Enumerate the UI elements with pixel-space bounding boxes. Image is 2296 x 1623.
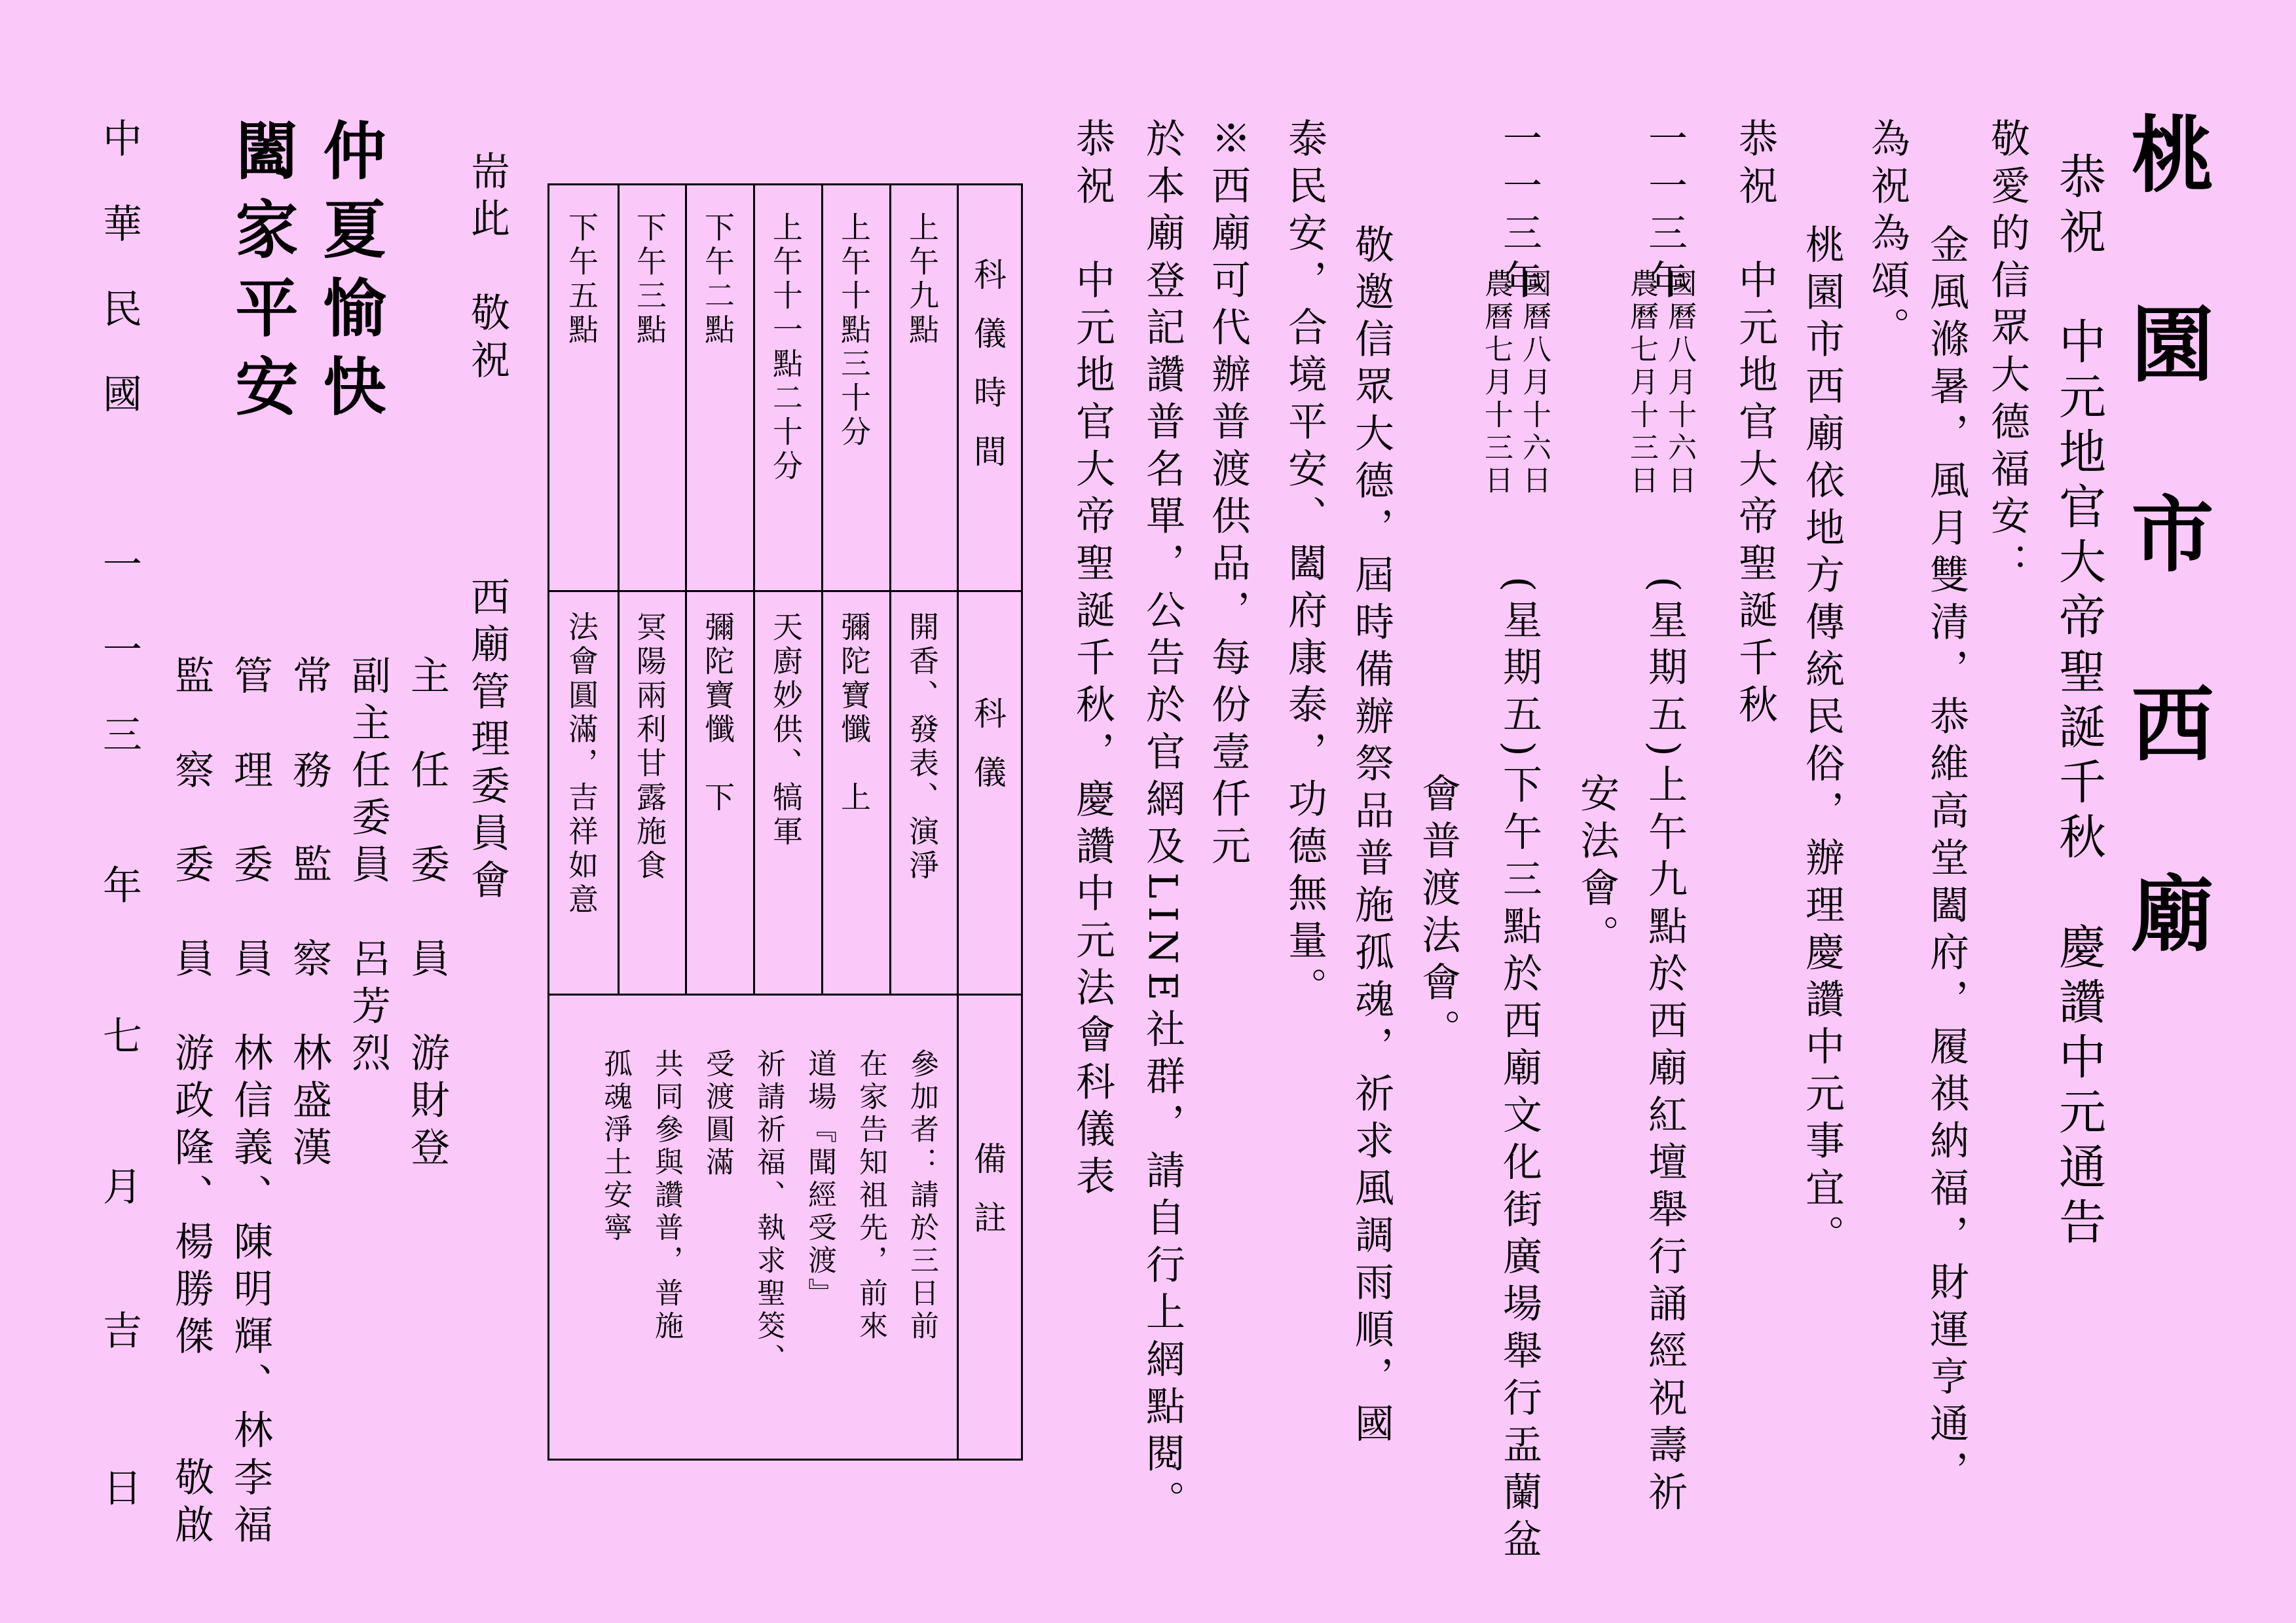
header-remarks: 備註 [969,1142,1007,1259]
blessing-summer: 仲夏愉快 [313,118,387,432]
event1-year: 一一三年 [1642,118,1688,307]
event1-continuation: 安法會。 [1574,773,1620,961]
event2-date-gregorian: 國曆八月十六日 [1517,269,1551,498]
para2-line: 桃園市西廟依地方傳統民俗，辦理慶讚中元事宜。 [1799,177,1845,1261]
ritual-cell: 冥陽兩利甘露施食 [632,611,667,884]
para1-line2: 為祝為頌。 [1864,118,1910,354]
ritual-cell: 開香、發表、演淨 [904,611,940,884]
para1-line1: 金風滌暑，風月雙清，恭維高堂闔府，履祺納福，財運亨通， [1923,177,1969,1497]
event1-date-gregorian: 國曆八月十六日 [1663,269,1696,498]
header-time: 科儀時間 [969,257,1007,493]
note-line2: 於本廟登記讚普名單，公告於官網及LINE社群，請自行上網點閱。 [1139,118,1185,1527]
ritual-cell: 彌陀寶懺 上 [836,611,872,815]
time-cell: 下午五點 [564,212,599,348]
date-char: 日 [96,1467,142,1506]
officer-line: 主 任 委 員 游財登 [404,655,450,1174]
time-cell: 下午二點 [700,212,735,348]
officer-line: 副主任委員 呂芳烈 [345,655,391,1079]
schedule-caption: 恭祝 中元地官大帝聖誕千秋，慶讚中元法會科儀表 [1069,118,1115,1203]
page-title: 桃 園 市 西 廟 [2118,111,2215,993]
officer-line: 常 務 監 察 林盛漢 [286,655,332,1174]
closing-line: 耑此 敬祝 [464,151,510,386]
date-char: 中 [96,118,142,157]
date-char: 國 [96,373,142,413]
remark-line: 受渡圓滿 [701,1049,734,1180]
date-char: 年 [96,865,142,904]
ritual-cell: 天廚妙供、犒軍 [768,611,804,849]
date-char: 一 [96,629,142,668]
para3-line1: 敬邀信眾大德，屆時備辦祭品普施孤魂，祈求風調雨順，國 [1348,177,1394,1450]
event1-date [1618,269,1694,498]
date-char: 三 [96,714,142,753]
date-char: 七 [96,1015,142,1054]
para3-line2: 泰民安，合境平安、闔府康泰，功德無量。 [1282,118,1327,1014]
remark-line: 參加者：請於三日前 [905,1049,938,1343]
date-char: 月 [96,1166,142,1205]
time-cell: 上午十點三十分 [836,212,872,450]
event1-date-lunar: 農曆七月十三日 [1625,269,1658,498]
event1-details: (星期五)上午九點於西廟紅壇舉行誦經祝壽祈 [1642,576,1688,1519]
event2-details: (星期五)下午三點於西廟文化街廣場舉行盂蘭盆 [1496,576,1542,1566]
note-line1: ※西廟可代辦普渡供品，每份壹仟元 [1205,118,1251,872]
event2-date [1472,269,1551,498]
time-cell: 下午三點 [632,212,667,348]
ritual-cell: 彌陀寶懺 下 [700,611,735,815]
congratulation-line: 恭祝 中元地官大帝聖誕千秋 [1732,118,1778,731]
blessing-family: 闔家平安 [225,118,299,432]
remark-line: 祈請祈福、執求聖筊、 [752,1049,785,1376]
event2-year: 一一三年 [1496,118,1542,307]
ritual-cell: 法會圓滿，吉祥如意 [564,611,599,918]
organization-name: 西廟管理委員會 [464,576,510,906]
event2-date-lunar: 農曆七月十三日 [1479,269,1513,498]
date-char: 華 [96,203,142,242]
date-char: 民 [96,288,142,327]
header-ritual: 科儀 [969,696,1007,814]
remark-line: 在家告知祖先，前來 [854,1049,887,1343]
time-cell: 上午九點 [904,212,940,348]
officer-line: 監 察 委 員 游政隆、楊勝傑 敬啟 [168,655,214,1551]
remark-line: 道場『聞經受渡』 [803,1049,836,1311]
date-char: 吉 [96,1310,142,1349]
officer-line: 管 理 委 員 林信義、陳明輝、林李福 [227,655,273,1551]
greeting: 敬愛的信眾大德福安： [1984,118,2030,589]
date-char: 一 [96,544,142,583]
remark-line: 共同參與讚普，普施 [650,1049,683,1343]
time-cell: 上午十一點二十分 [768,212,804,484]
header-line: 恭祝 中元地官大帝聖誕千秋 慶讚中元通告 [2051,152,2106,1252]
event2-continuation: 會普渡法會。 [1415,773,1461,1056]
remark-line: 孤魂淨土安寧 [599,1049,632,1245]
ritual-schedule-table [547,183,1023,1461]
